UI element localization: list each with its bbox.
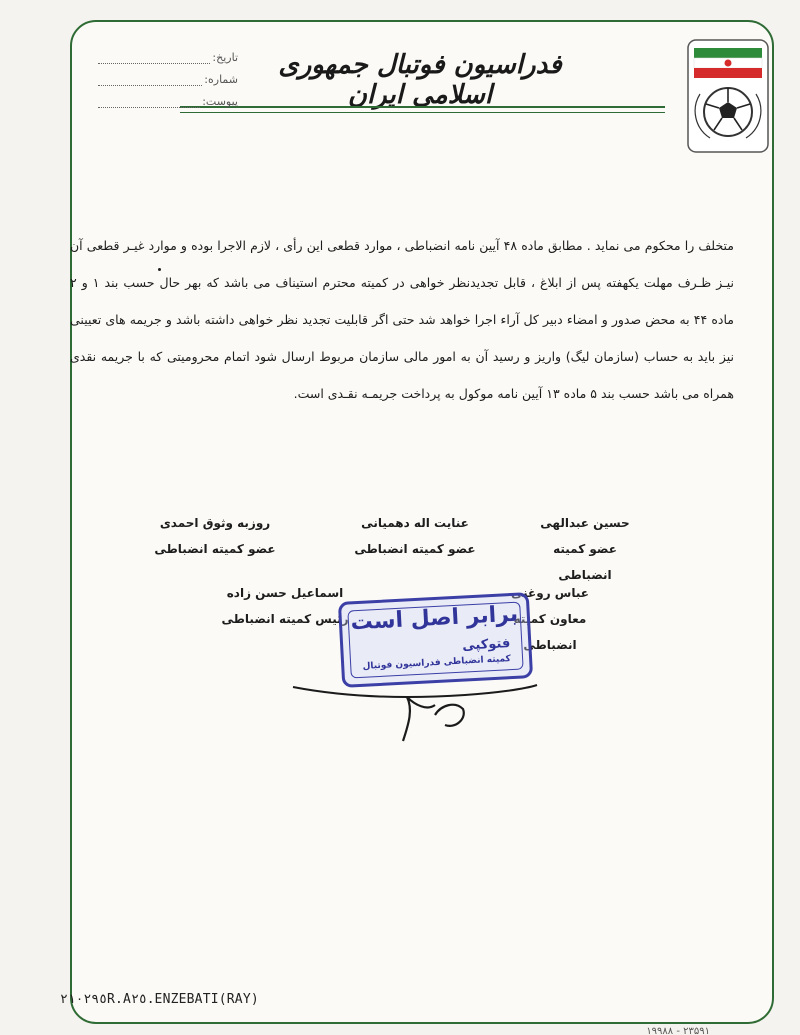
signatory-name: اسماعیل حسن زاده — [226, 586, 344, 600]
signatory-role: عضو کمیته انضباطی — [354, 542, 476, 556]
date-row — [98, 42, 238, 64]
body-paragraph: متخلف را محکوم می نماید . مطابق ماده ۴۸ آیین نامه انضباطی ، موارد قطعی این رأی ، لازم الاجرا بوده و موارد غیـر قطعی آن نیـز ظـرف مهلت یکهفته پس از ابلاغ ، قابل تجدیدنظر خواهی در کمیته محترم استیناف می باشد که بهر حال حسب بند ۱ و ۲ ماده ۴۴ به محض صدور و امضاء دبیر کل آراء اجرا خواهد شد حتی اگر قابلیت تجدید نظر خواهی داشته باشد و جریمه های تعیینی نیز باید به حساب (سازمان لیگ) واریز و رسید آن به امور مالی سازمان مربوط ارسال شود اتمام محرومیتی که با جریمه نقدی همراه می باشد حسب بند ۵ ماده ۱۳ آیین نامه موکول به پرداخت جریمـه نقـدی است. — [70, 238, 735, 401]
stamp-footer: کمیته انضباطی فدراسیون فوتبال — [362, 654, 512, 672]
attachment-label: پیوست: — [202, 95, 238, 108]
signatory-2 — [350, 510, 480, 562]
signatory-role: رئیس کمیته انضباطی — [221, 612, 349, 626]
signatory-role: عضو کمیته انضباطی — [154, 542, 276, 556]
signatory-5 — [220, 580, 350, 632]
number-label: شماره: — [204, 73, 238, 86]
document-code: ٢١٠٢٩٥R.A٢٥.ENZEBATI(RAY) — [60, 992, 259, 1007]
footer-strip: ۲۳۵۹۱ - ۱۹۹۸۸ — [646, 1026, 710, 1035]
signatory-name: عباس روغنی — [511, 586, 589, 600]
signatory-role: عضو کمیته انضباطی — [553, 542, 617, 582]
federation-title: فدراسیون فوتبال جمهوری اسلامی ایران — [278, 50, 562, 110]
handwritten-signature-icon — [285, 675, 545, 745]
signatory-name: عنایت اله دهمیانی — [361, 516, 469, 530]
signatory-3 — [150, 510, 280, 562]
letter-body — [70, 227, 734, 412]
header-divider — [180, 106, 665, 108]
federation-emblem-icon — [684, 36, 772, 156]
signatory-1 — [530, 510, 640, 588]
date-line — [98, 51, 210, 64]
certified-copy-stamp — [338, 592, 533, 688]
signatory-name: روزبه وثوق احمدی — [159, 516, 271, 530]
signatory-role: معاون کمیته انضباطی — [513, 612, 587, 652]
stamp-title: برابر اصل است — [350, 601, 519, 636]
date-label: تاریخ: — [212, 51, 238, 64]
stamp-subtitle: فتوکپی — [461, 636, 511, 654]
number-row — [98, 64, 238, 86]
attachment-row — [98, 86, 238, 108]
letter-meta — [98, 42, 238, 108]
signatory-name: حسین عبدالهی — [540, 516, 630, 530]
attachment-line — [98, 95, 200, 108]
number-line — [98, 73, 202, 86]
header-divider-thin — [180, 112, 665, 113]
